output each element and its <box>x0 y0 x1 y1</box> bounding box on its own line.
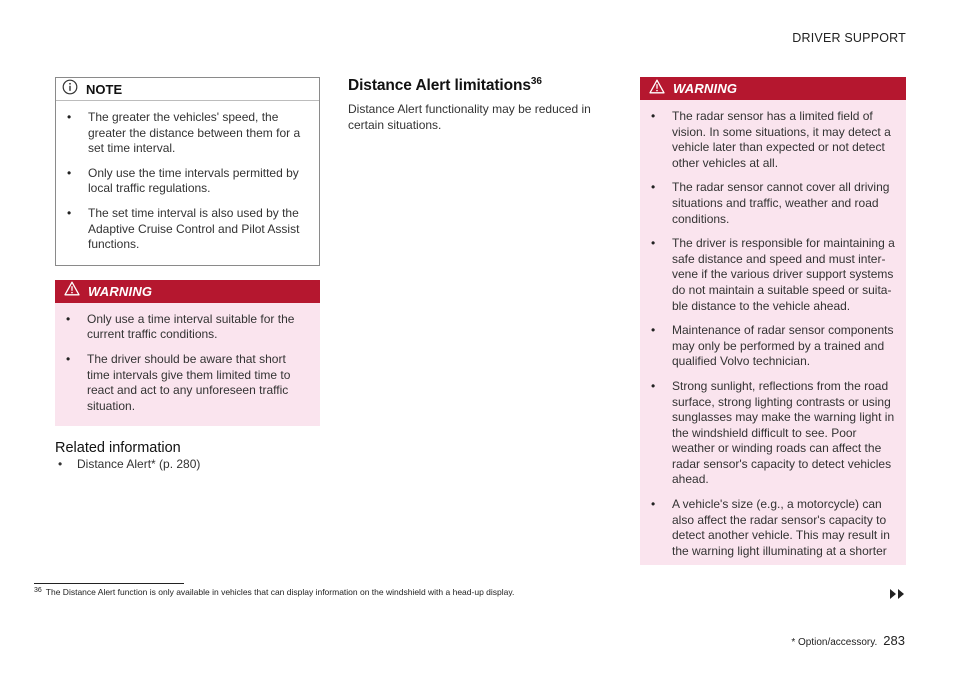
warning-box-right <box>640 77 906 565</box>
list-item: • A vehicle's size (e.g., a motorcycle) can also affect the radar sensor's capacity to detect another vehicle. This may result in the warning light illuminating at a shorter <box>648 497 896 559</box>
note-header <box>56 78 319 101</box>
section-header: DRIVER SUPPORT <box>792 31 906 45</box>
footnote-number: 36 <box>34 587 42 594</box>
double-chevron-right-icon[interactable] <box>888 587 908 599</box>
page-footer <box>791 633 905 648</box>
warning-title: WARNING <box>88 283 153 299</box>
warning-title: WARNING <box>673 81 738 96</box>
list-item: • Only use a time interval suitable for the current traffic conditions. <box>63 312 310 343</box>
footnote-text: The Distance Alert function is only available in vehicles that can display information on the windshield with a head-up display. <box>45 587 515 597</box>
right-column <box>640 77 906 565</box>
footnote-divider <box>34 583 184 584</box>
list-item: • The driver should be aware that short time intervals give them limited time to react and act to any unforeseen traffic situation. <box>63 352 310 414</box>
footnote-ref: 36 <box>530 75 542 87</box>
note-title: NOTE <box>86 81 123 97</box>
note-list <box>56 101 319 265</box>
page-title <box>348 77 610 95</box>
warning-triangle-icon <box>64 281 80 301</box>
list-item: • Strong sunlight, reflections from the road surface, strong lighting contrasts or using sunglasses may make the warning light in the windshield difficult to see. Poor weather or winding roads can affect the radar sensor's capacity to detect vehicles ahead. <box>648 379 896 488</box>
intro-text: Distance Alert functionality may be reduced in certain situations. <box>348 102 591 132</box>
list-item: • The radar sensor has a limited field of vision. In some situations, it may detect a vehicle later than expected or not detect other vehicles at all. <box>648 109 896 171</box>
footnote <box>34 587 734 597</box>
warning-header <box>55 280 320 303</box>
list-item: • The driver is responsible for maintaining a safe distance and speed and must inter-vene if the various driver support systems do not maintain a suitable speed or suita-ble distance to the vehicle ahead. <box>648 236 896 314</box>
warning-list <box>55 303 320 427</box>
info-circle-icon <box>62 79 78 100</box>
list-item: • The radar sensor cannot cover all driving situations and traffic, weather and road conditions. <box>648 180 896 227</box>
list-item: • Only use the time intervals permitted by local traffic regulations. <box>64 166 309 197</box>
related-list <box>55 457 320 473</box>
left-column <box>55 77 320 473</box>
note-box <box>55 77 320 266</box>
page-number: 283 <box>883 633 905 648</box>
list-item: • Maintenance of radar sensor components may only be performed by a trained and qualified Volvo technician. <box>648 323 896 370</box>
warning-list <box>640 100 906 565</box>
warning-triangle-icon <box>649 79 665 99</box>
page-title-text: Distance Alert limitations <box>348 77 531 94</box>
warning-header <box>640 77 906 100</box>
warning-box-left <box>55 280 320 427</box>
list-item: • The set time interval is also used by the Adaptive Cruise Control and Pilot Assist functions. <box>64 206 309 253</box>
related-information-title: Related information <box>55 440 181 457</box>
related-link[interactable]: • Distance Alert* (p. 280) <box>55 457 320 473</box>
middle-column <box>348 77 610 133</box>
list-item: • The greater the vehicles' speed, the greater the distance between them for a set time interval. <box>64 110 309 157</box>
option-accessory-note: * Option/accessory. <box>791 637 878 648</box>
